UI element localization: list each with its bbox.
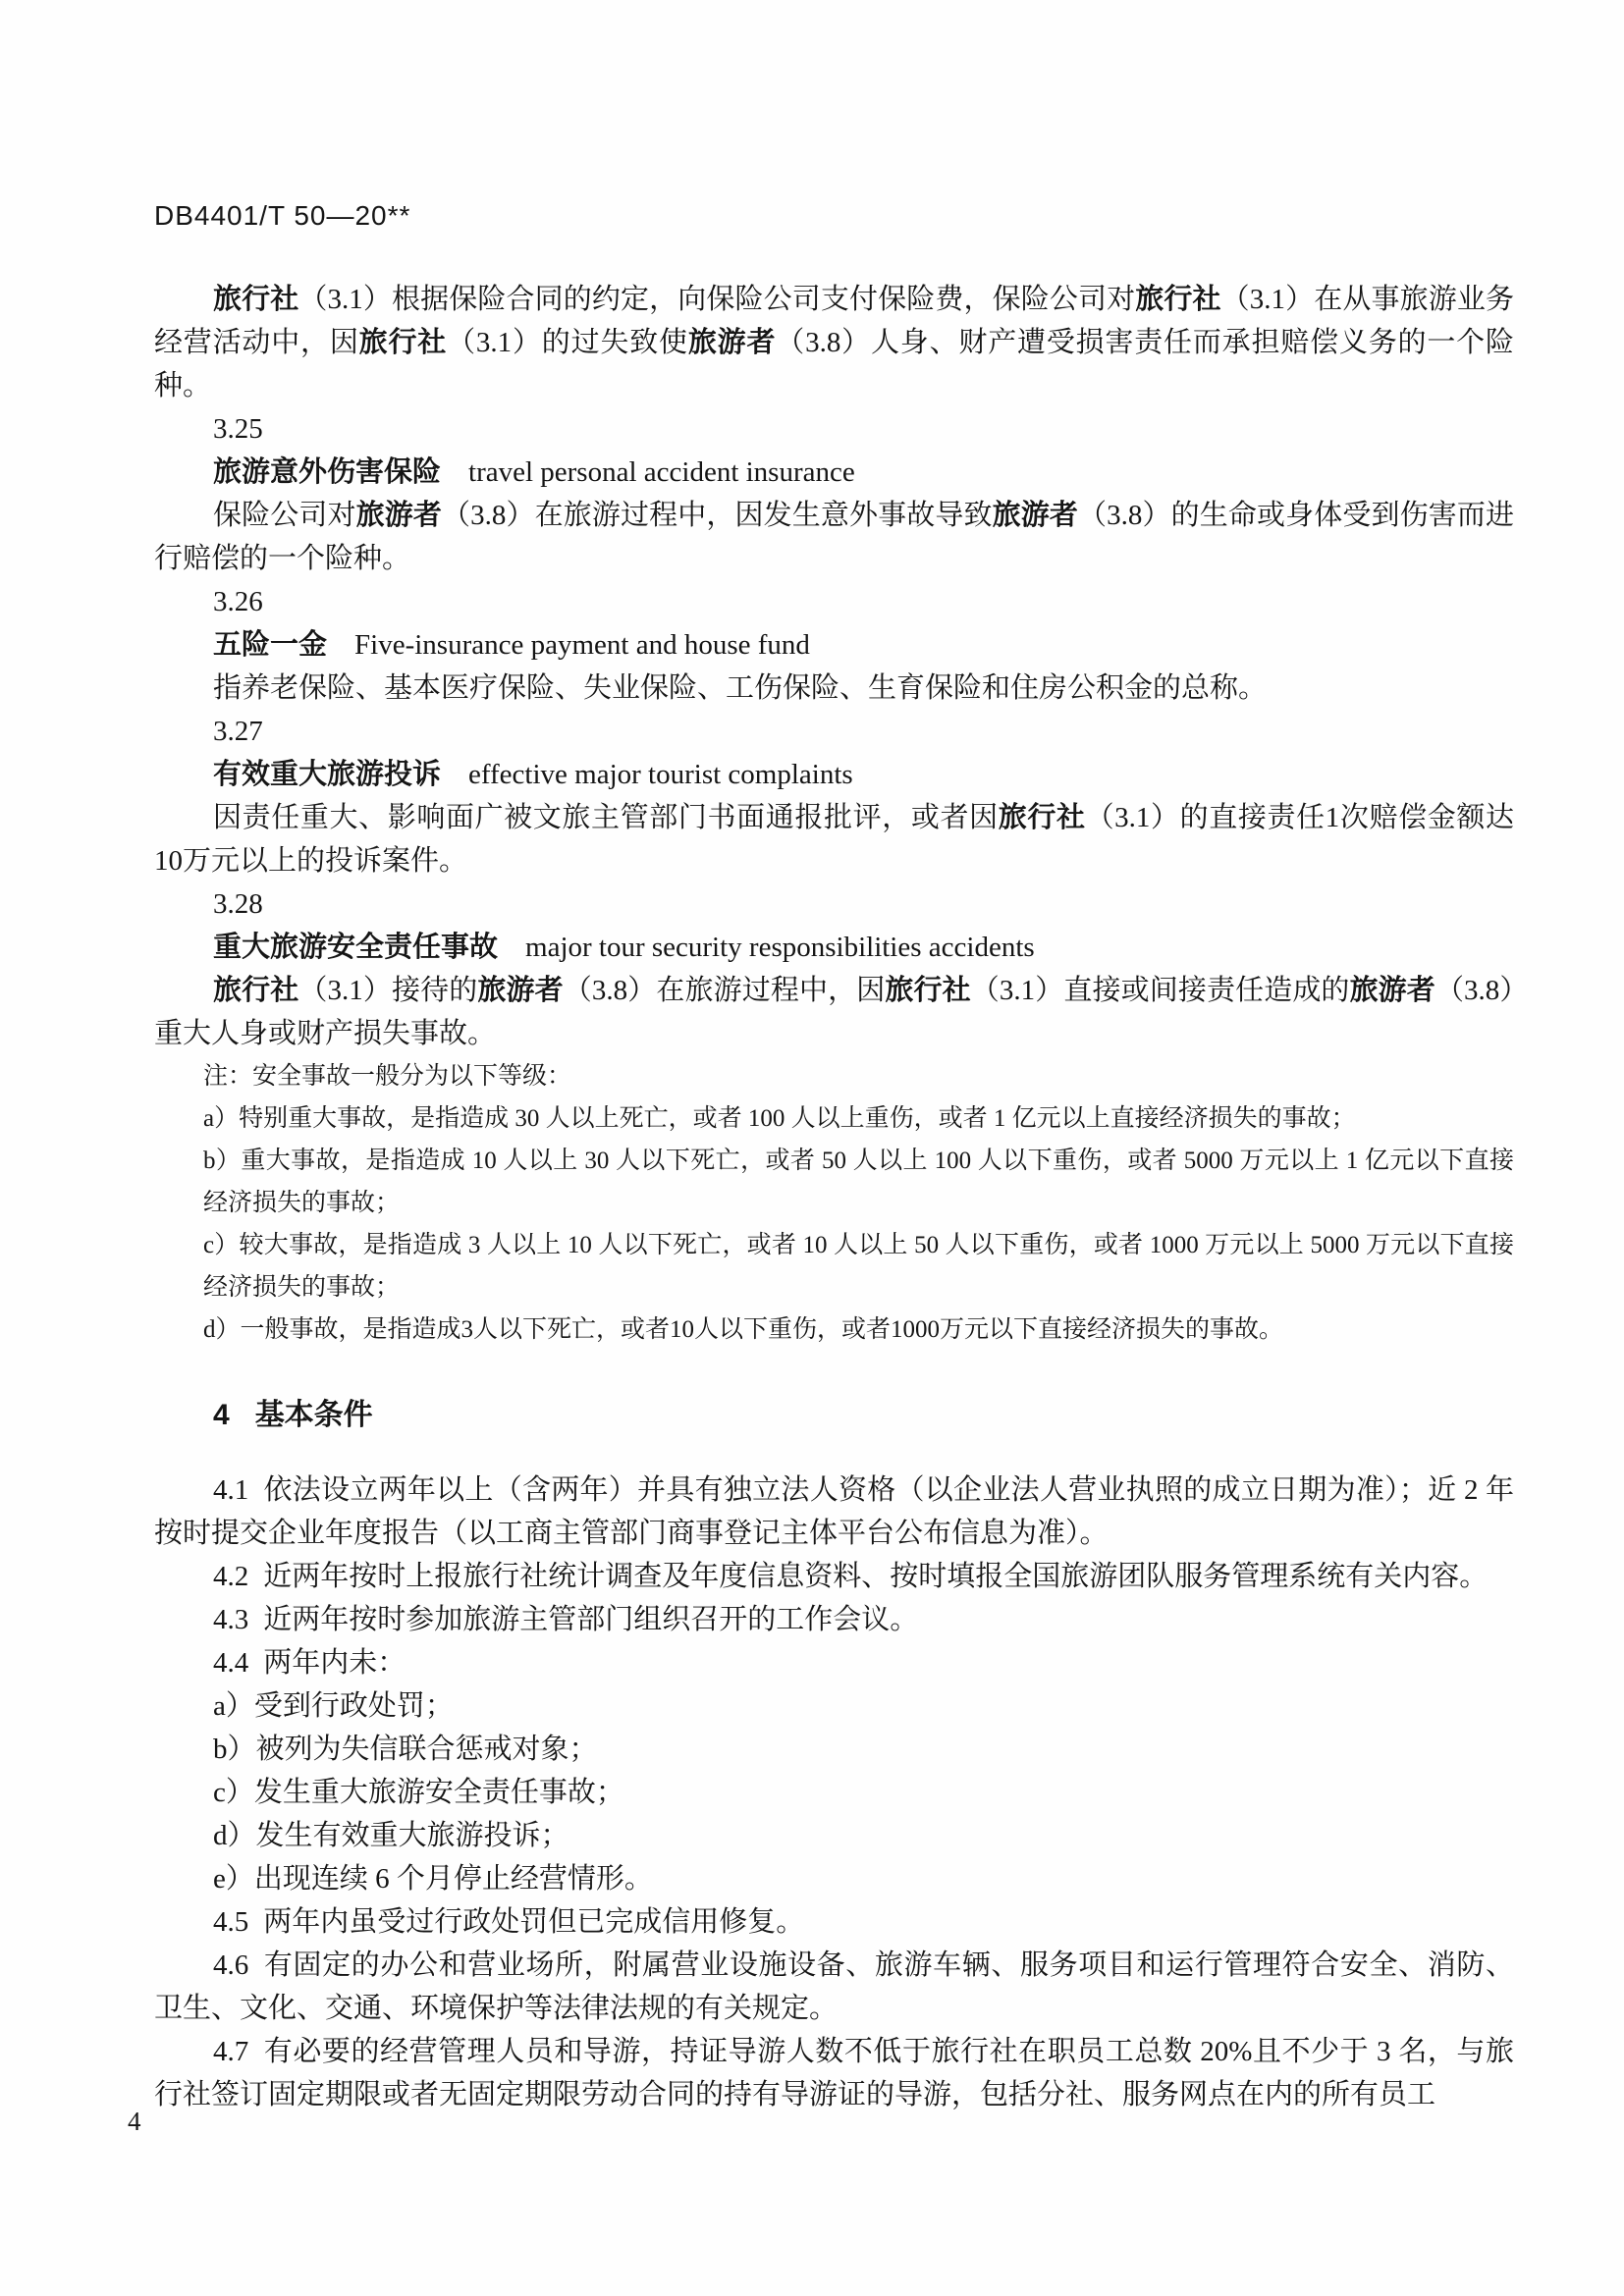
chapter-title: 基本条件 <box>254 1399 373 1431</box>
clause-4-4 <box>154 1641 1514 1684</box>
term-number-3-25: 3.25 <box>213 413 263 445</box>
note-text: 安全事故一般分为以下等级： <box>252 1063 572 1090</box>
term-chinese: 有效重大旅游投诉 <box>213 759 442 790</box>
list-item-a: a）受到行政处罚； <box>213 1690 454 1722</box>
note-item-b: b）重大事故，是指造成 10 人以上 30 人以下死亡，或者 50 人以上 100 人以下重伤，或者 5000 万元以上 1 亿元以下直接经济损失的事故； <box>203 1148 1514 1216</box>
term-line-3-26 <box>213 623 1514 667</box>
clause-text: 有固定的办公和营业场所，附属营业设施设备、旅游车辆、服务项目和运行管理符合安全、消防、卫生、文化、交通、环境保护等法律法规的有关规定。 <box>154 1949 1514 2024</box>
chapter-number: 4 <box>213 1399 230 1431</box>
clause-4-7 <box>154 2030 1514 2116</box>
term-number-3-27: 3.27 <box>213 716 263 747</box>
term-english: Five-insurance payment and house fund <box>354 629 810 661</box>
note-label: 注： <box>203 1063 253 1090</box>
list-item-d: d）发生有效重大旅游投诉； <box>213 1820 569 1851</box>
term-english: major tour security responsibilities accidents <box>525 932 1035 963</box>
clause-text: 有必要的经营管理人员和导游，持证导游人数不低于旅行社在职员工总数 20%且不少于 3 名，与旅行社签订固定期限或者无固定期限劳动合同的持有导游证的导游，包括分社、服务网点在内的所有员工 <box>154 2036 1514 2110</box>
term-chinese: 五险一金 <box>213 629 328 661</box>
document-code-header: DB4401/T 50—20** <box>154 200 411 231</box>
clause-4-2 <box>154 1555 1514 1598</box>
term-line-3-25 <box>213 451 1514 494</box>
clause-text: 依法设立两年以上（含两年）并具有独立法人资格（以企业法人营业执照的成立日期为准）；近 2 年按时提交企业年度报告（以工商主管部门商事登记主体平台公布信息为准）。 <box>154 1474 1514 1549</box>
clause-text: 两年内未： <box>263 1647 406 1679</box>
clause-number: 4.6 <box>213 1949 249 1981</box>
term-line-3-28 <box>213 926 1514 969</box>
term-chinese: 旅游意外伤害保险 <box>213 456 442 488</box>
list-item-b: b）被列为失信联合惩戒对象； <box>213 1734 598 1765</box>
list-item-c: c）发生重大旅游安全责任事故； <box>213 1777 624 1808</box>
definition-paragraph-3-28: 旅行社（3.1）接待的旅游者（3.8）在旅游过程中，因旅行社（3.1）直接或间接责任造成的旅游者（3.8）重大人身或财产损失事故。 <box>154 975 1514 1049</box>
clause-number: 4.7 <box>213 2036 249 2067</box>
clause-number: 4.4 <box>213 1647 249 1679</box>
note-item-a: a）特别重大事故，是指造成 30 人以上死亡，或者 100 人以上重伤，或者 1 亿元以上直接经济损失的事故； <box>203 1105 1356 1132</box>
clause-text: 近两年按时上报旅行社统计调查及年度信息资料、按时填报全国旅游团队服务管理系统有关内容。 <box>263 1561 1489 1592</box>
term-english: travel personal accident insurance <box>468 456 855 488</box>
clause-4-3 <box>154 1598 1514 1641</box>
term-number-3-28: 3.28 <box>213 888 263 920</box>
note-item-d: d）一般事故，是指造成3人以下死亡，或者10人以下重伤，或者1000万元以下直接经济损失的事故。 <box>203 1316 1284 1343</box>
definition-paragraph-3-26: 指养老保险、基本医疗保险、失业保险、工伤保险、生育保险和住房公积金的总称。 <box>213 672 1268 704</box>
clause-text: 两年内虽受过行政处罚但已完成信用修复。 <box>263 1906 805 1938</box>
term-line-3-27 <box>213 753 1514 796</box>
term-chinese: 重大旅游安全责任事故 <box>213 932 499 963</box>
chapter-heading <box>213 1394 1514 1437</box>
term-english: effective major tourist complaints <box>468 759 853 790</box>
page-number: 4 <box>128 2107 141 2136</box>
list-item-e: e）出现连续 6 个月停止经营情形。 <box>213 1863 653 1895</box>
clause-4-1 <box>154 1468 1514 1555</box>
clause-4-5 <box>154 1900 1514 1944</box>
definition-paragraph-3-27: 因责任重大、影响面广被文旅主管部门书面通报批评，或者因旅行社（3.1）的直接责任1次赔偿金额达10万元以上的投诉案件。 <box>154 802 1514 877</box>
note-block <box>203 1055 1514 1351</box>
definition-paragraph-3-25: 保险公司对旅游者（3.8）在旅游过程中，因发生意外事故导致旅游者（3.8）的生命或身体受到伤害而进行赔偿的一个险种。 <box>154 500 1514 574</box>
clause-number: 4.3 <box>213 1604 249 1635</box>
clause-4-6 <box>154 1944 1514 2030</box>
definition-paragraph-liability-insurance: 旅行社（3.1）根据保险合同的约定，向保险公司支付保险费，保险公司对旅行社（3.1）在从事旅游业务经营活动中，因旅行社（3.1）的过失致使旅游者（3.8）人身、财产遭受损害责任而承担赔偿义务的一个险种。 <box>154 284 1514 401</box>
clause-number: 4.5 <box>213 1906 249 1938</box>
clause-text: 近两年按时参加旅游主管部门组织召开的工作会议。 <box>263 1604 919 1635</box>
note-item-c: c）较大事故，是指造成 3 人以上 10 人以下死亡，或者 10 人以上 50 人以下重伤，或者 1000 万元以上 5000 万元以下直接经济损失的事故； <box>203 1232 1514 1301</box>
term-number-3-26: 3.26 <box>213 586 263 617</box>
clause-number: 4.1 <box>213 1474 249 1506</box>
clause-number: 4.2 <box>213 1561 249 1592</box>
note-intro-line <box>203 1055 1514 1097</box>
